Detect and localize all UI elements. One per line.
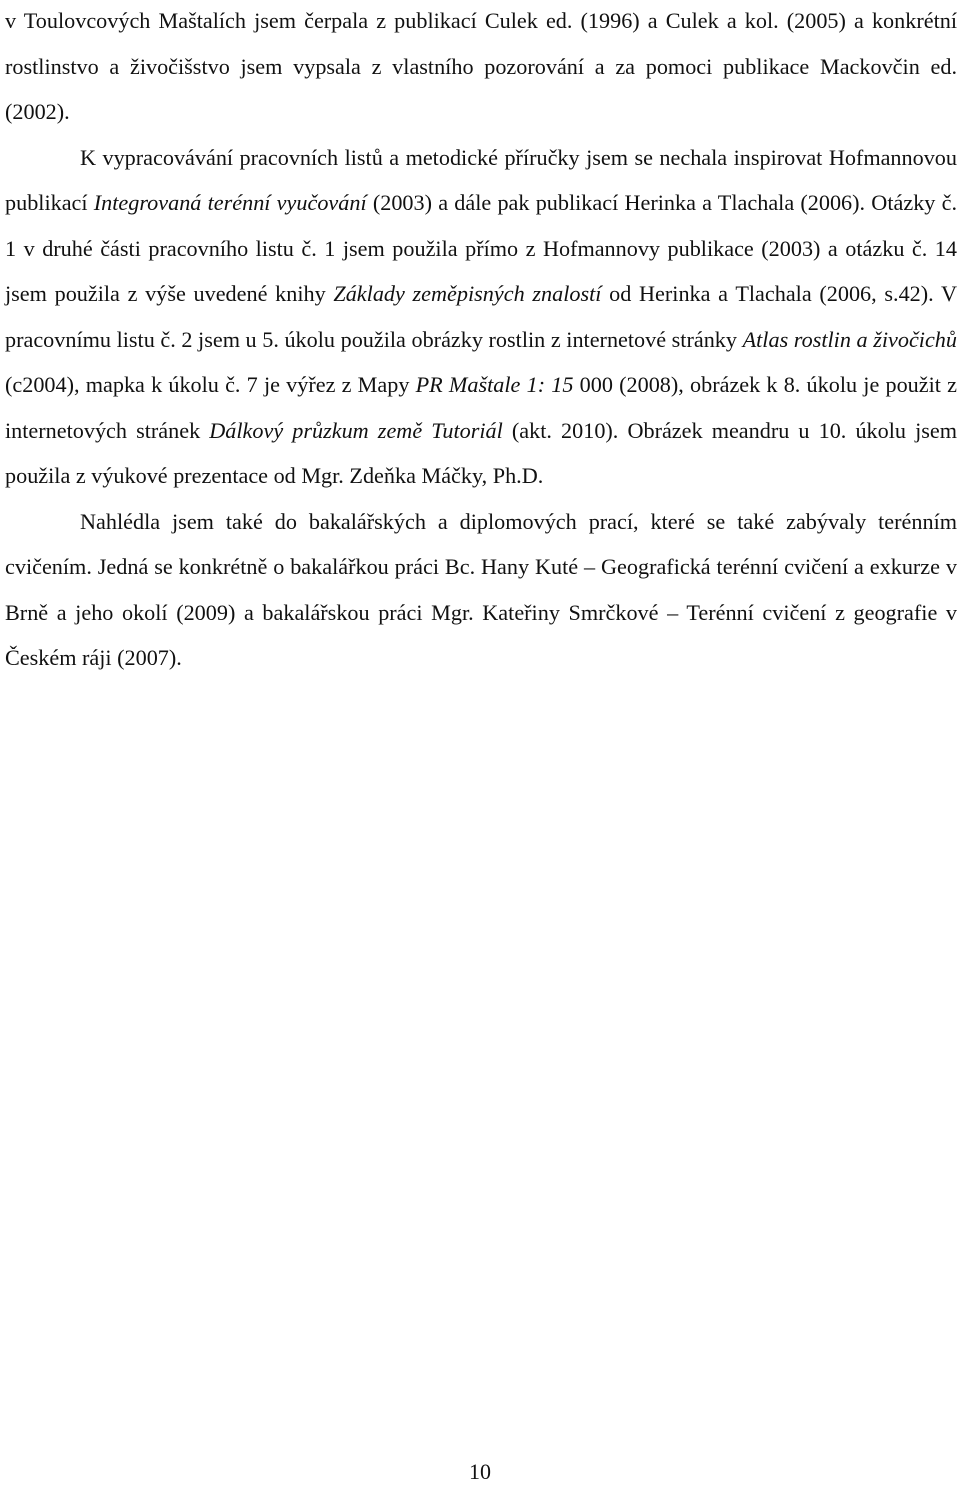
text-segment: (2003) a dále pak publikací Herinka a Tlachala (2006). Otázky č. 1 v druhé části pracovního listu č. 1 jsem použila přímo z Hofmannovy publikace (2003) a otázku č. 14 jsem použila z výše uvedené knihy [5, 190, 957, 306]
text-segment: v Toulovcových Maštalích jsem čerpala z publikací Culek ed. (1996) a Culek a kol. (2005) a konkrétní rostlinstvo a živočišstvo jsem vypsala z vlastního pozorování a za pomoci publikace Mackovčin ed. (2002). [5, 8, 957, 124]
text-segment: K vypracovávání pracovních listů a metodické příručky jsem se nechala inspirovat Hofmannovou publikací [5, 144, 957, 215]
website-title: Dálkový průzkum země Tutoriál [209, 417, 503, 443]
map-title: PR Maštale 1: 15 [415, 372, 574, 397]
text-segment: (c2004), mapka k úkolu č. 7 je výřez z Mapy [5, 372, 416, 397]
book-title: Integrovaná terénní vyučování [93, 190, 367, 215]
text-segment: od Herinka a Tlachala (2006, s.42). V pracovnímu listu č. 2 jsem u 5. úkolu použila obrázky rostlin z internetové stránky [5, 281, 958, 352]
page-number: 10 [469, 1459, 491, 1484]
book-title: Základy zeměpisných znalostí [333, 281, 602, 306]
paragraph [5, 135, 957, 499]
page-body [5, 0, 957, 681]
website-title: Atlas rostlin a živočichů [742, 326, 957, 352]
text-segment: (akt. 2010). Obrázek meandru u 10. úkolu jsem použila z výukové prezentace od Mgr. Zdeňka Máčky, Ph.D. [5, 417, 957, 488]
paragraph [5, 499, 957, 681]
text-segment: 000 (2008), obrázek k 8. úkolu je použit z internetových stránek [5, 372, 957, 443]
text-segment: Nahlédla jsem také do bakalářských a diplomových prací, které se také zabývaly terénním cvičením. Jedná se konkrétně o bakalářkou práci Bc. Hany Kuté – Geografická terénní cvičení a exkurze v Brně a jeho okolí (2009) a bakalářskou práci Mgr. Kateřiny Smrčkové – Terénní cvičení z geografie v Českém ráji (2007). [5, 508, 957, 670]
paragraph [5, 0, 957, 135]
